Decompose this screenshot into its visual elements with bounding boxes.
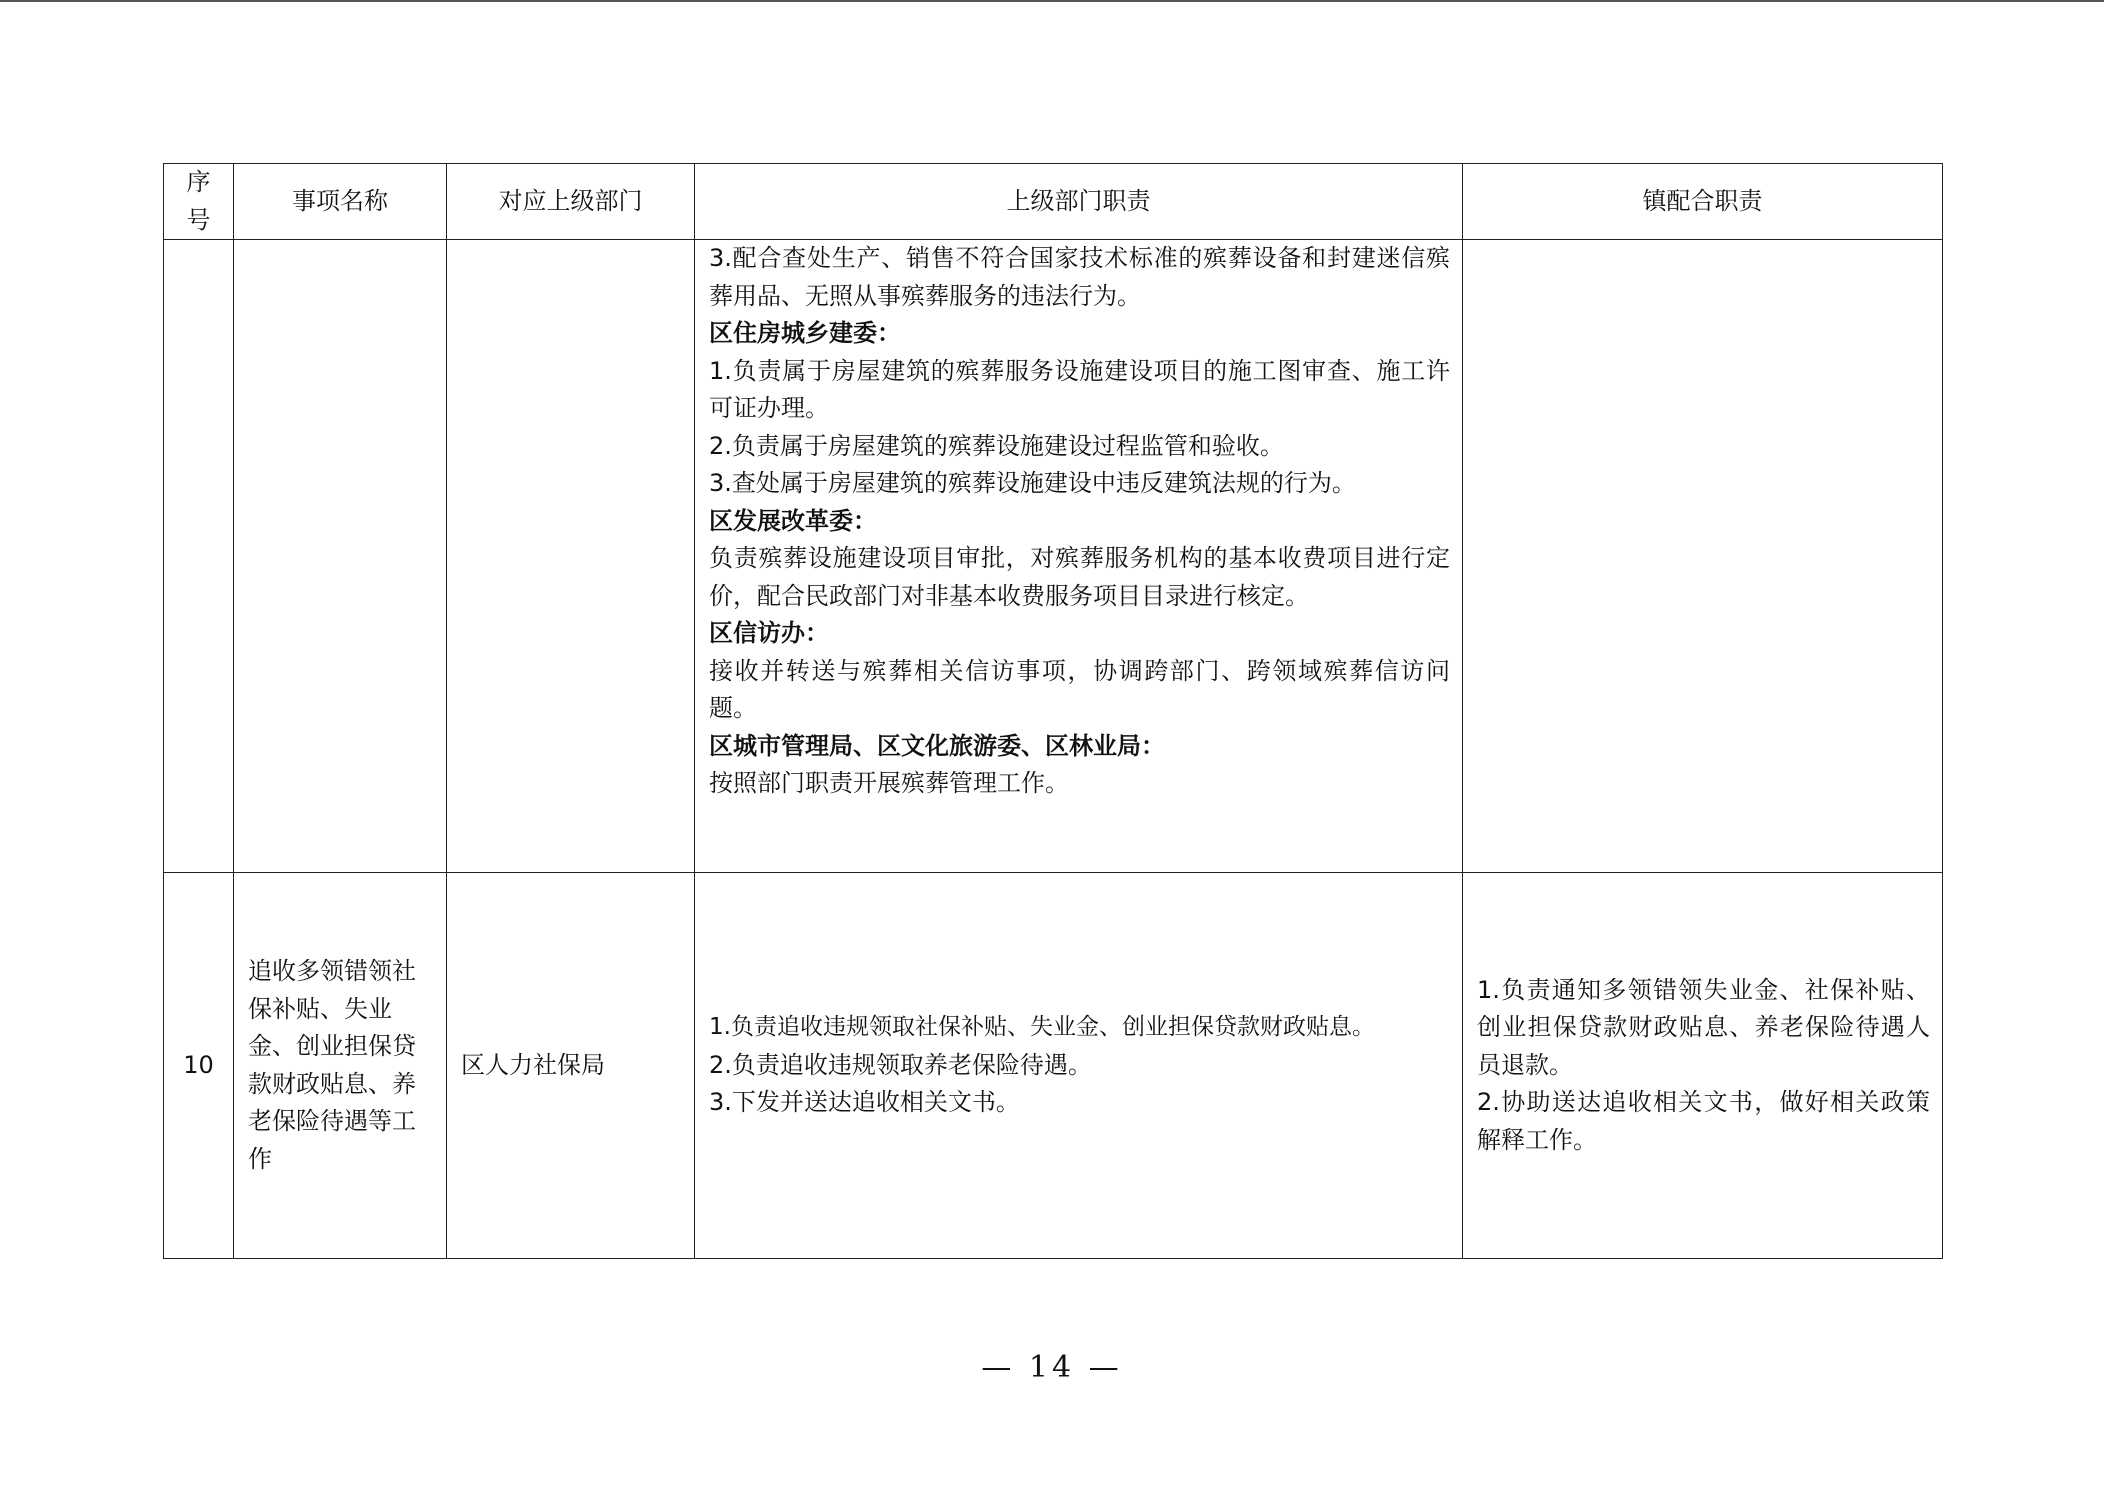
superior-duty-text (695, 1009, 1462, 1122)
page-top-rule (0, 0, 2104, 2)
table-row (164, 240, 1943, 873)
header-item-name: 事项名称 (234, 164, 447, 240)
duty-line: 1.负责追收违规领取社保补贴、失业金、创业担保贷款财政贴息。 (709, 1014, 1375, 1041)
row-item-name: 追收多领错领社保补贴、失业金、创业担保贷款财政贴息、养老保险待遇等工作 (248, 957, 416, 1173)
table-row (164, 873, 1943, 1259)
row-seq-cell (164, 873, 234, 1259)
superior-duty-text (695, 240, 1462, 803)
duty-line: 负责殡葬设施建设项目审批，对殡葬服务机构的基本收费项目进行定价，配合民政部门对非基本收费服务项目目录进行核定。 (709, 544, 1450, 610)
row-superior-duty-cell (695, 240, 1463, 873)
town-duty-text (1463, 972, 1942, 1160)
row-seq: 10 (183, 1050, 214, 1079)
row-superior-dept: 区人力社保局 (461, 1050, 605, 1079)
header-superior-duty: 上级部门职责 (695, 164, 1463, 240)
duty-dept-heading: 区住房城乡建委： (709, 319, 901, 347)
row-item-name-cell (234, 873, 447, 1259)
row-superior-dept-cell (447, 873, 695, 1259)
row-superior-duty-cell (695, 873, 1463, 1259)
duty-line: 3.配合查处生产、销售不符合国家技术标准的殡葬设备和封建迷信殡葬用品、无照从事殡葬服务的违法行为。 (709, 244, 1450, 310)
row-town-duty-cell (1463, 873, 1943, 1259)
duty-dept-heading: 区发展改革委： (709, 506, 877, 535)
duty-line: 3.下发并送达追收相关文书。 (709, 1088, 1020, 1117)
header-superior-dept: 对应上级部门 (447, 164, 695, 240)
row-town-duty-cell (1463, 240, 1943, 873)
duty-line: 2.负责属于房屋建筑的殡葬设施建设过程监管和验收。 (709, 431, 1284, 460)
row-item-name-cell (234, 240, 447, 873)
duty-line: 3.查处属于房屋建筑的殡葬设施建设中违反建筑法规的行为。 (709, 469, 1356, 497)
duty-table (163, 163, 1943, 1259)
duty-dept-heading: 区信访办： (709, 619, 829, 647)
table-header-row (164, 164, 1943, 240)
row-seq-cell (164, 240, 234, 873)
duty-line: 按照部门职责开展殡葬管理工作。 (709, 769, 1069, 797)
header-town-duty: 镇配合职责 (1463, 164, 1943, 240)
header-seq: 序号 (164, 164, 234, 240)
duty-line: 2.负责追收违规领取养老保险待遇。 (709, 1050, 1092, 1079)
town-duty-line: 2.协助送达追收相关文书，做好相关政策解释工作。 (1477, 1088, 1930, 1154)
row-superior-dept-cell (447, 240, 695, 873)
duty-line: 接收并转送与殡葬相关信访事项，协调跨部门、跨领域殡葬信访问题。 (709, 656, 1450, 722)
duty-dept-heading: 区城市管理局、区文化旅游委、区林业局： (709, 731, 1165, 760)
town-duty-line: 1.负责通知多领错领失业金、社保补贴、创业担保贷款财政贴息、养老保险待遇人员退款。 (1477, 975, 1930, 1079)
duty-line: 1.负责属于房屋建筑的殡葬服务设施建设项目的施工图审查、施工许可证办理。 (709, 356, 1450, 422)
page-number: — 14 — (981, 1350, 1123, 1385)
